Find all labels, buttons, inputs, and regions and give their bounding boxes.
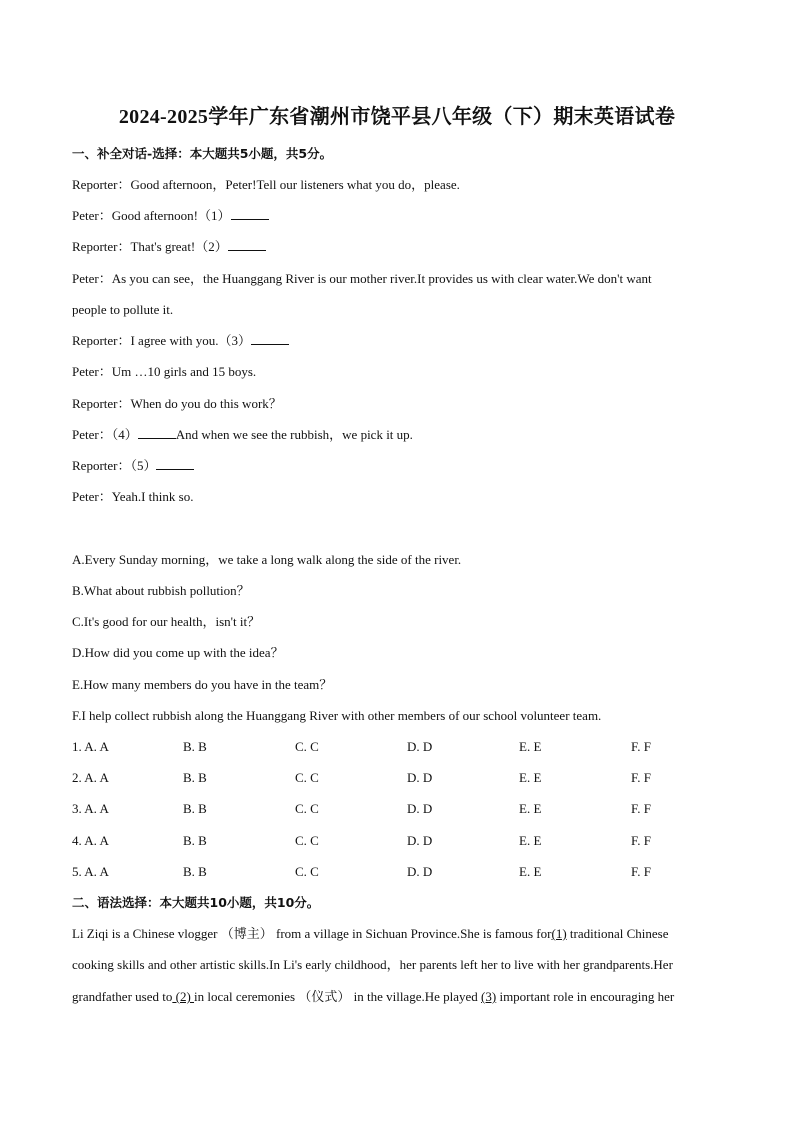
passage-line <box>72 925 732 943</box>
dialogue-line <box>72 238 732 256</box>
answer-blank[interactable] <box>231 207 269 220</box>
dialogue-line <box>72 457 732 475</box>
passage-text: Li Ziqi is a Chinese vlogger （博主） from a village in Sichuan Province.She is famous for <box>72 926 552 941</box>
answer-option[interactable]: C. C <box>295 801 319 816</box>
answer-option[interactable]: B. B <box>183 864 207 879</box>
answer-option[interactable]: B. B <box>183 801 207 816</box>
passage-text: traditional Chinese <box>566 926 669 941</box>
answer-option[interactable]: 2. A. A <box>72 770 109 785</box>
answer-option[interactable]: C. C <box>295 770 319 785</box>
dialogue-text: Reporter：That's great!（2） <box>72 239 228 254</box>
blank-number: (3) <box>481 989 497 1004</box>
dialogue-text: Reporter：I agree with you.（3） <box>72 333 252 348</box>
answer-option[interactable]: E. E <box>519 739 542 754</box>
dialogue-line <box>72 363 732 381</box>
dialogue-text: And when we see the rubbish，we pick it up. <box>175 427 413 442</box>
passage-line: cooking skills and other artistic skills.In Li's early childhood，her parents left her to live with her grandparents.Her <box>72 957 673 972</box>
answer-option[interactable]: F. F <box>631 864 651 879</box>
answer-option[interactable]: E. E <box>519 833 542 848</box>
choice-item: D.How did you come up with the idea？ <box>72 645 284 660</box>
dialogue-line <box>72 207 732 225</box>
dialogue-text: Peter：Um …10 girls and 15 boys. <box>72 364 257 379</box>
section1-heading: 一、补全对话-选择：本大题共5小题，共5分。 <box>72 146 333 161</box>
answer-option[interactable]: B. B <box>183 739 207 754</box>
blank-number: (2) <box>172 989 195 1004</box>
dialogue-line <box>72 426 732 444</box>
answer-blank[interactable] <box>251 332 289 345</box>
answer-option[interactable]: F. F <box>631 770 651 785</box>
dialogue-text: Peter：（4） <box>72 427 138 442</box>
blank-number: (1) <box>551 926 567 941</box>
answer-option[interactable]: B. B <box>183 833 207 848</box>
passage-line <box>72 988 732 1006</box>
dialogue-text: Reporter：（5） <box>72 458 157 473</box>
dialogue-line <box>72 301 732 319</box>
answer-option[interactable]: E. E <box>519 864 542 879</box>
dialogue-line <box>72 176 732 194</box>
dialogue-line <box>72 270 732 288</box>
dialogue-line <box>72 395 732 413</box>
choice-item: B.What about rubbish pollution？ <box>72 583 250 598</box>
dialogue-text: Peter：Yeah.I think so. <box>72 489 194 504</box>
answer-option[interactable]: D. D <box>407 801 433 816</box>
answer-option[interactable]: D. D <box>407 739 433 754</box>
dialogue-line <box>72 332 732 350</box>
dialogue-text: Reporter：When do you do this work？ <box>72 396 282 411</box>
answer-option[interactable]: B. B <box>183 770 207 785</box>
dialogue-text: Reporter：Good afternoon，Peter!Tell our listeners what you do，please. <box>72 177 460 192</box>
answer-option[interactable]: 5. A. A <box>72 864 109 879</box>
answer-option[interactable]: D. D <box>407 770 433 785</box>
dialogue-line <box>72 488 732 506</box>
answer-option[interactable]: F. F <box>631 801 651 816</box>
choice-item: E.How many members do you have in the team？ <box>72 677 333 692</box>
answer-option[interactable]: D. D <box>407 833 433 848</box>
answer-blank[interactable] <box>228 238 266 251</box>
answer-option[interactable]: F. F <box>631 833 651 848</box>
answer-option[interactable]: 4. A. A <box>72 833 109 848</box>
passage-text: grandfather used to <box>72 989 173 1004</box>
answer-option[interactable]: C. C <box>295 864 319 879</box>
choice-item: C.It's good for our health，isn't it？ <box>72 614 261 629</box>
passage-text: important role in encouraging her <box>496 989 675 1004</box>
section2-heading: 二、语法选择：本大题共10小题，共10分。 <box>72 895 320 910</box>
answer-option[interactable]: C. C <box>295 833 319 848</box>
answer-option[interactable]: C. C <box>295 739 319 754</box>
dialogue-text: Peter：Good afternoon!（1） <box>72 208 231 223</box>
dialogue-text: Peter：As you can see，the Huanggang River is our mother river.It provides us with clear water.We don't want <box>72 271 652 286</box>
answer-option[interactable]: E. E <box>519 801 542 816</box>
answer-option[interactable]: D. D <box>407 864 433 879</box>
page-title: 2024-2025学年广东省潮州市饶平县八年级（下）期末英语试卷 <box>118 106 676 128</box>
choice-item: A.Every Sunday morning，we take a long walk along the side of the river. <box>72 552 462 567</box>
answer-option[interactable]: 3. A. A <box>72 801 109 816</box>
dialogue-text: people to pollute it. <box>72 302 174 317</box>
answer-option[interactable]: E. E <box>519 770 542 785</box>
answer-option[interactable]: F. F <box>631 739 651 754</box>
answer-option[interactable]: 1. A. A <box>72 739 109 754</box>
choice-item: F.I help collect rubbish along the Huanggang River with other members of our school volunteer team. <box>72 708 602 723</box>
passage-text: in local ceremonies （仪式） in the village.He played <box>194 989 482 1004</box>
answer-blank[interactable] <box>138 426 176 439</box>
answer-blank[interactable] <box>156 457 194 470</box>
